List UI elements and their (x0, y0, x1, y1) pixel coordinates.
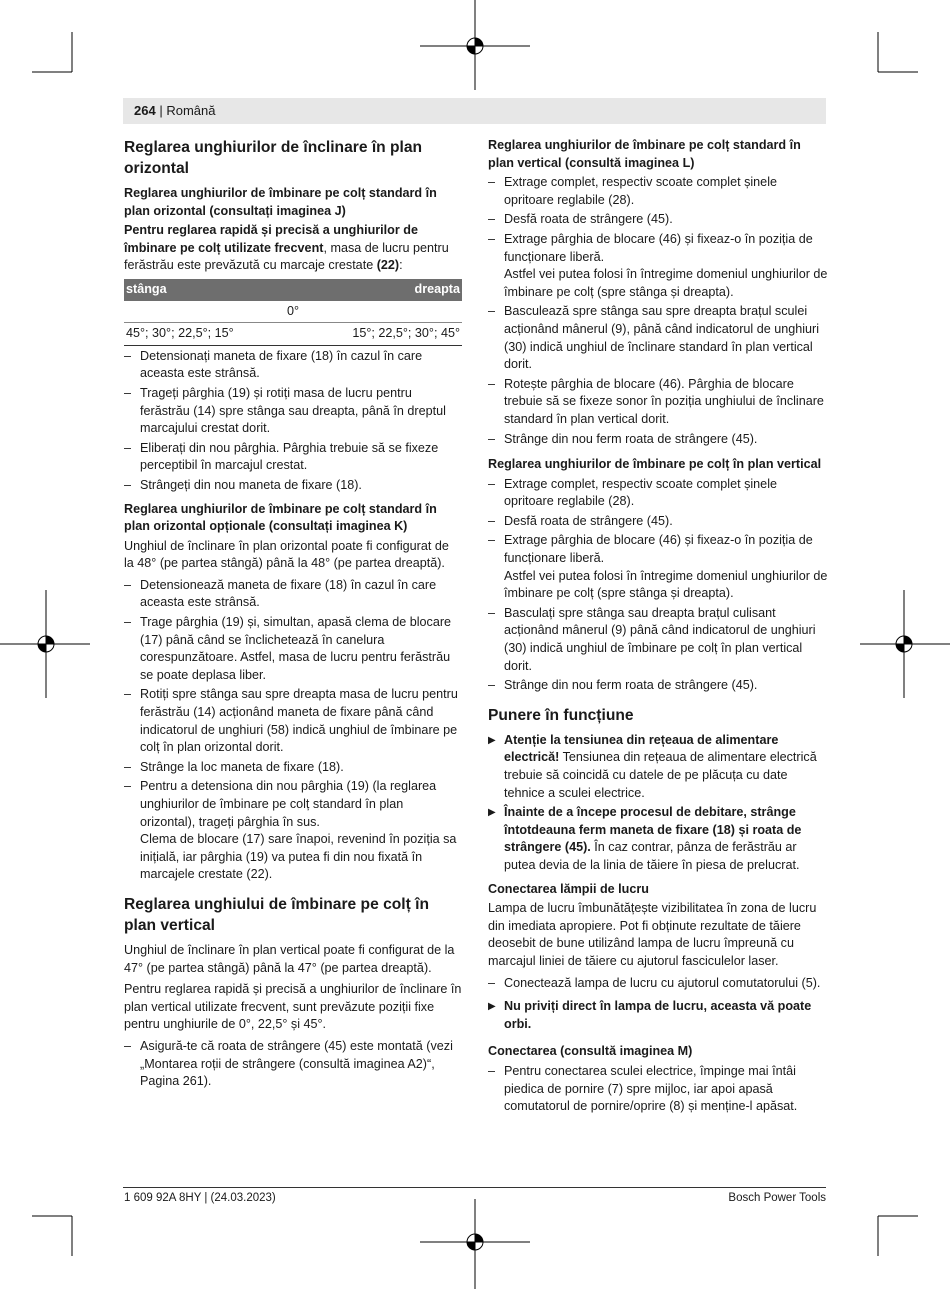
page-header (134, 102, 215, 120)
list-item (488, 532, 828, 602)
header-separator: | (159, 103, 163, 118)
subheading-standard-horizontal: Reglarea unghiurilor de îmbinare pe colț standard în plan orizontal (consultați imaginea J) (124, 186, 437, 218)
warning-bold: Înainte de a începe procesul de debitare, strânge întotdeauna ferm maneta de fixare (18) și roata de strângere (45). (504, 805, 802, 855)
list-item: – Strânge la loc maneta de fixare (18). (124, 759, 462, 777)
table-header-right: dreapta (293, 279, 462, 301)
switching-on-list (488, 1063, 828, 1116)
table-cell-right-values: 15°; 22,5°; 30°; 45° (293, 323, 462, 346)
footer-rule (123, 1187, 826, 1188)
vertical-paragraph-1: Unghiul de înclinare în plan vertical poate fi configurat de la 47° (pe partea stângă) până la 47° (pe partea dreaptă). (124, 942, 455, 975)
list-item: – Extrage complet, respectiv scoate complet șinele opritoare reglabile (28). (488, 476, 828, 511)
list-item: – Strângeți din nou maneta de fixare (18). (124, 477, 462, 495)
warning-item: ▶ Nu priviți direct în lampa de lucru, aceasta vă poate orbi. (488, 998, 828, 1033)
warning-list-lamp (488, 998, 828, 1033)
steps-list-optional-horizontal (124, 577, 462, 884)
subheading-work-lamp: Conectarea lămpii de lucru (488, 881, 649, 896)
list-item: – Conectează lampa de lucru cu ajutorul comutatorului (5). (488, 975, 828, 993)
list-item-text: – Extrage pârghia de blocare (46) și fixeaz-o în poziția de funcționare liberă. (504, 533, 813, 566)
subheading-switching-on: Conectarea (consultă imaginea M) (488, 1044, 693, 1059)
subheading-optional-horizontal: Reglarea unghiurilor de îmbinare pe colț standard în plan orizontal opționale (consultați imaginea K) (124, 501, 437, 534)
section-title-horizontal: Reglarea unghiurilor de înclinare în plan orizontal (124, 139, 423, 177)
list-item-extra: Astfel vei putea folosi în întregime domeniul unghiurilor de îmbinare pe colț (spre stânga și dreapta). (504, 568, 828, 601)
intro-ref: (22) (376, 258, 400, 273)
steps-list-vertical-miter (488, 476, 828, 695)
page-number: 264 (134, 103, 156, 118)
vertical-paragraph-2: Pentru reglarea rapidă și precisă a unghiurilor de înclinare în plan vertical utilizate frecvent, sunt prevăzute poziții fixe pentru unghiurile de 0°, 22,5° și 45°. (124, 982, 462, 1032)
table-cell-zero: 0° (124, 301, 462, 323)
list-item: – Trageți pârghia (19) și rotiți masa de lucru pentru ferăstrău (14) spre stânga sau dreapta, până în dreptul marcajului crestat dorit. (124, 385, 462, 438)
list-item-text: – Pentru a detensiona din nou pârghia (19) (la reglarea unghiurilor de îmbinare pe colț standard în plan orizontal), trageți pârghia în sus. (140, 779, 437, 829)
list-item: – Extrage complet, respectiv scoate complet șinele opritoare reglabile (28). (488, 174, 828, 209)
list-item: – Strânge din nou ferm roata de strângere (45). (488, 431, 828, 449)
list-item: – Asigură-te că roata de strângere (45) este montată (vezi „Montarea roții de strângere (consultă imaginea A2)“, Pagina 261). (124, 1038, 462, 1091)
intro-end: : (399, 258, 403, 273)
steps-list-standard-vertical (488, 174, 828, 448)
work-lamp-list (488, 975, 828, 993)
list-item: – Desfă roata de strângere (45). (488, 211, 828, 229)
list-item-extra: Clema de blocare (17) sare înapoi, revenind în poziția sa inițială, iar pârghia (19) va putea fi din nou fixată în marcajele crestate (22). (140, 832, 457, 882)
list-item: – Detensionați maneta de fixare (18) în cazul în care aceasta este strânsă. (124, 348, 462, 383)
header-language: Română (166, 103, 216, 118)
footer-doc-number: 1 609 92A 8HY | (24.03.2023) (124, 1192, 276, 1204)
intro-paragraph (124, 222, 462, 275)
list-item-extra: Astfel vei putea folosi în întregime domeniul unghiurilor de îmbinare pe colț (spre stânga și dreapta). (504, 267, 828, 299)
warning-text: Tensiunea din rețeaua de alimentare electrică trebuie să coincidă cu datele de pe plăcuța cu date tehnice a sculei electrice. (504, 750, 817, 800)
table-row-values (124, 323, 462, 346)
list-item: – Trage pârghia (19) și, simultan, apasă clema de blocare (17) până când se înclichetează în canelura corespunzătoare. Astfel, masa de lucru pentru ferăstrău se poate deplasa liber. (124, 614, 462, 684)
intro-rest: , masa de lucru pentru ferăstrău este prevăzută cu marcaje crestate (124, 240, 449, 273)
section-title-vertical: Reglarea unghiului de îmbinare pe colț în plan vertical (124, 895, 429, 934)
subheading-standard-vertical: Reglarea unghiurilor de îmbinare pe colț standard în plan vertical (consultă imaginea L) (488, 138, 801, 170)
list-item: – Basculează spre stânga sau spre dreapta brațul sculei acționând mânerul (9), până când indicatorul de unghiuri (30) indică unghiul de înclinare standard în plan vertical dorit. (488, 303, 828, 373)
intro-bold: Pentru reglarea rapidă și precisă a unghiurilor de îmbinare pe colț utilizate frecvent (124, 223, 418, 255)
warning-item (488, 804, 828, 874)
list-item: – Rotiți spre stânga sau spre dreapta masa de lucru pentru ferăstrău (14) acționând maneta de fixare până când indicatorul de unghiuri (58) indică unghiul de îmbinare pe colț în plan orizontal dorit. (124, 686, 462, 756)
left-column (124, 137, 462, 1097)
list-item: – Detensionează maneta de fixare (18) în cazul în care aceasta este strânsă. (124, 577, 462, 612)
table-header-row (124, 279, 462, 301)
work-lamp-paragraph: Lampa de lucru îmbunătățește vizibilitatea în zona de lucru din imediata apropiere. Pot fi obținute rezultate de tăiere deosebit de bune utilizând lampa de lucru împreună cu marcajul liniei de tăiere cu ajutorul fasciculelor laser. (488, 901, 817, 968)
warning-list (488, 732, 828, 875)
steps-list-vertical (124, 1038, 462, 1091)
list-item (124, 778, 462, 884)
subheading-vertical: Reglarea unghiurilor de îmbinare pe colț în plan vertical (488, 457, 822, 472)
list-item: – Basculați spre stânga sau dreapta brațul culisant acționând mânerul (9) până când indicatorul de unghiuri (30) indică unghiul de îmbinare pe colț în plan vertical dorit. (488, 605, 828, 675)
right-column (488, 137, 828, 1122)
list-item: – Eliberați din nou pârghia. Pârghia trebuie să se fixeze perceptibil în marcajul crestat. (124, 440, 462, 475)
table-header-left: stânga (124, 279, 293, 301)
warning-item (488, 732, 828, 802)
angle-table (124, 279, 462, 346)
list-item: – Strânge din nou ferm roata de strângere (45). (488, 677, 828, 695)
table-cell-left-values: 45°; 30°; 22,5°; 15° (124, 323, 293, 346)
warning-bold: Atenție la tensiunea din rețeaua de alimentare electrică! (504, 732, 779, 765)
footer-brand: Bosch Power Tools (728, 1192, 826, 1204)
list-item (488, 231, 828, 301)
list-item: – Desfă roata de strângere (45). (488, 513, 828, 531)
list-item: – Pentru conectarea sculei electrice, împinge mai întâi piedica de pornire (7) spre mijloc, iar apoi apasă comutatorul de pornire/oprire (8) și menține-l apăsat. (488, 1063, 828, 1116)
section-title-startup: Punere în funcțiune (488, 706, 634, 724)
steps-list-standard-horizontal (124, 348, 462, 495)
page-header-bar (123, 98, 826, 124)
list-item: – Rotește pârghia de blocare (46). Pârghia de blocare trebuie să se fixeze sonor în poziția unghiului de înclinare standard în plan vertical dorit. (488, 376, 828, 429)
optional-intro: Unghiul de înclinare în plan orizontal poate fi configurat de la 48° (pe partea stângă) până la 48° (pe partea dreaptă). (124, 538, 449, 571)
list-item-text: – Extrage pârghia de blocare (46) și fixeaz-o în poziția de funcționare liberă. (504, 231, 813, 264)
warning-text: În caz contrar, pânza de ferăstrău ar putea devia de la linia de tăiere în piesa de prelucrat. (504, 840, 800, 872)
table-row-zero (124, 301, 462, 323)
